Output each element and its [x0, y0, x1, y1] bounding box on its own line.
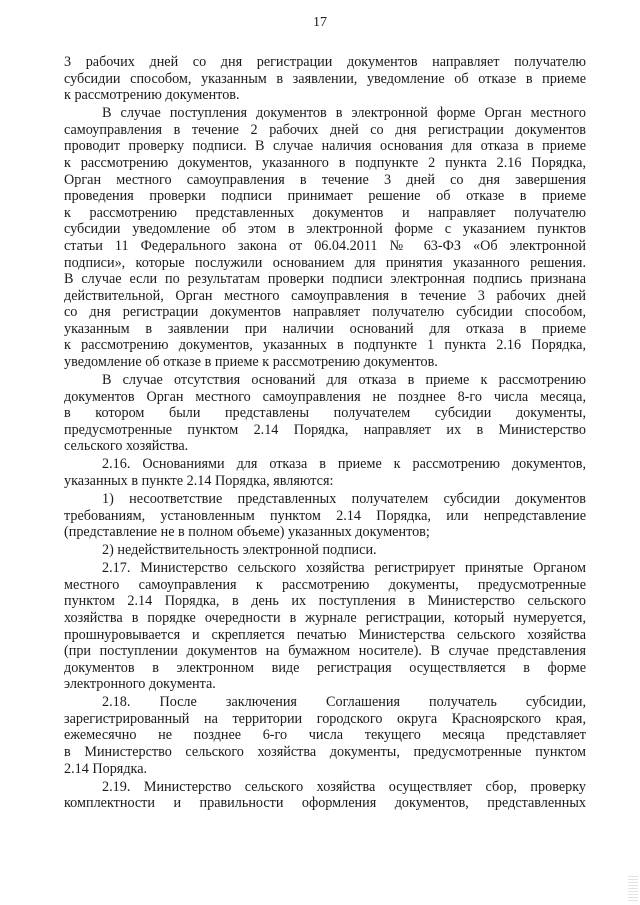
text-line: проводит проверку подписи. В случае наличия основания для отказа в приеме [64, 138, 586, 155]
text-line: хозяйства в порядке очередности в журнале регистрации, который нумеруется, [64, 609, 586, 626]
text-line: подписи», которые послужили основанием для принятия указанного решения. [64, 254, 586, 271]
text-line: указанных в пункте 2.14 Порядка, являются: [64, 473, 334, 490]
text-line: 3 рабочих дней со дня регистрации документов направляет получателю [64, 54, 586, 70]
text-line: со дня регистрации документов направляет получателю субсидии способом, [64, 304, 586, 321]
paragraph-p5 [64, 491, 586, 541]
text-line: самоуправления в течение 2 рабочих дней со дня регистрации документов [64, 121, 586, 138]
text-line: проведения проверки подписи принимает решение об отказе в приеме [64, 188, 586, 205]
text-line: действительной, Орган местного самоуправления в течение 3 рабочих дней [64, 287, 586, 304]
text-line: документов в электронном виде регистрация осуществляется в форме [64, 659, 586, 676]
text-line: требованиям, установленным пунктом 2.14 Порядка, или непредставление [64, 507, 586, 524]
document-body [64, 54, 586, 813]
text-line: 2.19. Министерство сельского хозяйства осуществляет сбор, проверку [102, 778, 586, 795]
paragraph-p7 [64, 560, 586, 693]
text-line: в котором были представлены получателем субсидии документы, [64, 405, 586, 422]
text-line: зарегистрированный на территории городского округа Красноярского края, [64, 710, 586, 727]
text-line: прошнуровывается и скрепляется печатью Министерства сельского хозяйства [64, 626, 586, 643]
text-line: пунктом 2.14 Порядка, в день их поступления в Министерство сельского [64, 593, 586, 610]
text-line: сельского хозяйства. [64, 438, 189, 455]
text-line: 2.14 Порядка. [64, 760, 148, 777]
text-line: 2.17. Министерство сельского хозяйства регистрирует принятые Органом [102, 560, 586, 577]
text-line: 2.18. После заключения Соглашения получатель субсидии, [102, 694, 586, 711]
text-line: местного самоуправления к рассмотрению документы, предусмотренные [64, 576, 586, 593]
text-line: предусмотренные пунктом 2.14 Порядка, направляет их в Министерство [64, 421, 586, 438]
text-line: субсидии уведомление об этом в электронной форме с указанием пунктов [64, 221, 586, 238]
text-line: 2.16. Основаниями для отказа в приеме к рассмотрению документов, [102, 456, 586, 473]
text-line: к рассмотрению документов, указанных в подпункте 1 пункта 2.16 Порядка, [64, 337, 586, 354]
paragraph-p9 [64, 779, 586, 812]
text-line: статьи 11 Федерального закона от 06.04.2011 № 63-ФЗ «Об электронной [64, 237, 586, 254]
paragraph-p3 [64, 372, 586, 455]
paragraph-p2 [64, 105, 586, 371]
paragraph-p6 [64, 542, 586, 559]
text-line: комплектности и правильности оформления документов, представленных [64, 795, 586, 812]
page-number: 17 [313, 15, 327, 30]
text-line: к рассмотрению представленных документов и направляет получателю [64, 204, 586, 221]
text-line: В случае поступления документов в электронной форме Орган местного [102, 105, 586, 122]
text-line: субсидии способом, указанным в заявлении, уведомление об отказе в приеме [64, 70, 586, 87]
text-line: к рассмотрению документов, указанного в подпункте 2 пункта 2.16 Порядка, [64, 154, 586, 171]
text-line: документов Орган местного самоуправления не позднее 8-го числа месяца, [64, 388, 586, 405]
text-line: (представление не в полном объеме) указанных документов; [64, 524, 430, 541]
text-line: 1) несоответствие представленных получателем субсидии документов [102, 491, 586, 507]
paragraph-p4 [64, 456, 586, 489]
text-line: уведомление об отказе в приеме к рассмотрению документов. [64, 354, 438, 371]
paragraph-p8 [64, 694, 586, 777]
text-line: в Министерство сельского хозяйства документы, предусмотренные пунктом [64, 744, 586, 761]
scan-edge-mark [628, 875, 638, 901]
text-line: (при поступлении документов на бумажном носителе). В случае представления [64, 643, 586, 660]
text-line: к рассмотрению документов. [64, 87, 240, 104]
text-line: ежемесячно не позднее 6-го числа текущего месяца представляет [64, 727, 586, 744]
text-line: Орган местного самоуправления в течение 3 дней со дня завершения [64, 171, 586, 188]
text-line: В случае если по результатам проверки подписи электронная подпись признана [64, 271, 586, 288]
text-line: В случае отсутствия оснований для отказа в приеме к рассмотрению [102, 372, 586, 389]
text-line: указанным в заявлении при наличии оснований для отказа в приеме [64, 320, 586, 337]
paragraph-p1 [64, 54, 586, 104]
text-line: электронного документа. [64, 676, 216, 693]
text-line: 2) недействительность электронной подписи. [102, 542, 377, 559]
